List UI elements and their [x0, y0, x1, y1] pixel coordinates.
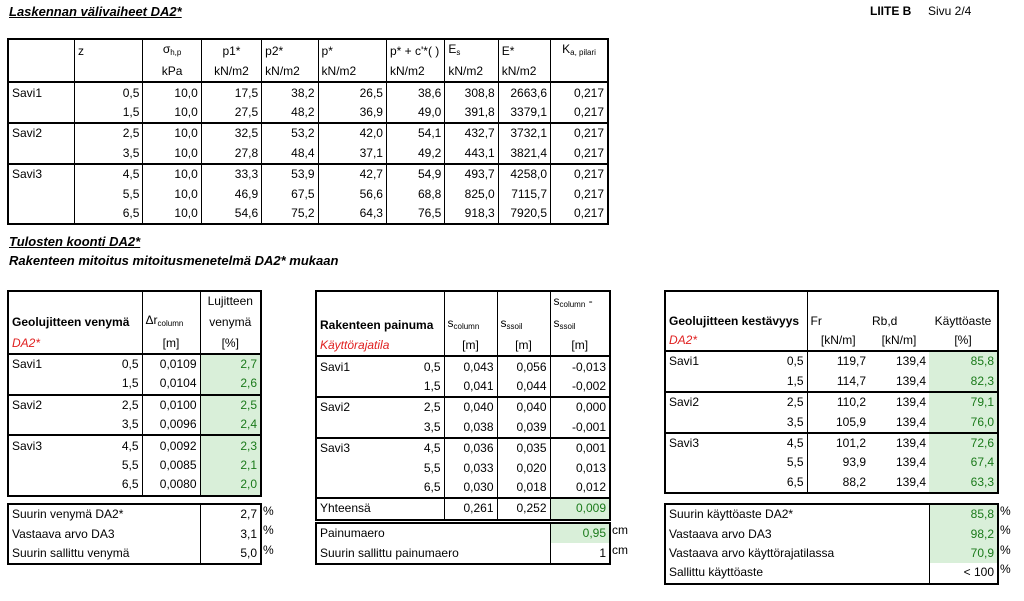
unit-pct-2: %: [263, 523, 274, 537]
table-cell: 0,038: [444, 418, 497, 438]
table-cell: 0,5: [121, 356, 139, 371]
unit-ka-1: %: [1000, 504, 1011, 518]
layer-name: Savi2: [320, 400, 351, 415]
table-cell: 1,5: [121, 376, 139, 391]
table-cell: 0,040: [497, 397, 550, 417]
elongation-table: [7, 290, 262, 497]
settlement-title: Rakenteen painuma: [320, 317, 434, 332]
layer-name: Savi1: [320, 359, 351, 374]
table4-body: [665, 351, 998, 493]
summary-row: [665, 524, 998, 543]
table-cell: 0,0096: [142, 415, 200, 435]
table-cell: 49,2: [386, 144, 444, 164]
layer-name: [316, 458, 404, 477]
total-label: Yhteensä: [320, 501, 371, 516]
layer-name: Savi3: [320, 441, 351, 456]
summary-label: Vastaava arvo käyttörajatilassa: [669, 545, 835, 560]
layer-name: [8, 144, 74, 164]
table-cell: 5,5: [121, 457, 139, 472]
table-cell: 0,217: [551, 103, 608, 123]
table-cell: 72,6: [929, 433, 998, 453]
table-cell: 2,6: [200, 374, 261, 394]
table-cell: 49,0: [386, 103, 444, 123]
summary-value: 5,0: [200, 544, 261, 564]
table-cell: 918,3: [445, 204, 498, 224]
total-ss: 0,252: [497, 498, 550, 519]
table-cell: 27,5: [201, 103, 261, 123]
table-row: [316, 478, 610, 498]
elongation-summary: [7, 503, 262, 565]
table-cell: 0,0092: [142, 435, 200, 455]
summary-row: [8, 544, 261, 564]
total-sc: 0,261: [444, 498, 497, 519]
table-cell: 432,7: [445, 123, 498, 143]
capacity-table: [664, 290, 999, 494]
table-cell: 67,5: [262, 184, 318, 203]
table-row: [8, 82, 608, 102]
table-row: [316, 377, 610, 397]
table-cell: 3,5: [74, 144, 142, 164]
layer-name: [8, 456, 94, 475]
layer-name: [316, 377, 404, 397]
table-cell: -0,001: [550, 418, 610, 438]
table-cell: 46,9: [201, 184, 261, 203]
unit-p1: kN/m2: [201, 62, 261, 82]
table-cell: 0,044: [497, 377, 550, 397]
table-cell: 17,5: [201, 82, 261, 102]
table-cell: 0,217: [551, 123, 608, 143]
table-cell: 5,5: [786, 455, 804, 470]
table-cell: 114,7: [807, 372, 869, 392]
total-diff: 0,009: [550, 498, 610, 519]
table-cell: 0,0085: [142, 456, 200, 475]
table-cell: 0,0109: [142, 354, 200, 374]
table-cell: 6,5: [786, 474, 804, 489]
table-cell: 0,012: [550, 478, 610, 498]
table-cell: 48,4: [262, 144, 318, 164]
table-cell: 2,5: [74, 123, 142, 143]
layer-name: [665, 372, 767, 392]
table-cell: 53,9: [262, 164, 318, 184]
table-cell: 82,3: [929, 372, 998, 392]
unit-ka-2: %: [1000, 523, 1011, 537]
summary-row: [8, 524, 261, 543]
col-diff-2: $s_{ssoil}$: [550, 314, 610, 336]
unit-ka-4: %: [1000, 562, 1011, 576]
table1-body: [8, 82, 608, 224]
table-cell: 2663,6: [498, 82, 550, 102]
table1-header-row1: [8, 39, 608, 62]
settlement-subtitle: Käyttörajatila: [320, 338, 390, 353]
table-row: [8, 144, 608, 164]
allowed-settlement-label: Suurin sallittu painumaero: [320, 545, 459, 560]
summary-row: [8, 504, 261, 524]
unit-es: kN/m2: [445, 62, 498, 82]
layer-name: Savi3: [12, 167, 43, 182]
table-cell: 26,5: [318, 82, 386, 102]
table-row: [665, 351, 998, 371]
table-cell: 0,035: [497, 438, 550, 458]
table-row: [8, 204, 608, 224]
table-cell: 0,5: [74, 82, 142, 102]
table-cell: 10,0: [143, 144, 201, 164]
summary-label: Sallittu käyttöaste: [669, 565, 764, 580]
unit-rbd: [kN/m]: [881, 332, 917, 347]
table-cell: 139,4: [895, 395, 926, 410]
results-subtitle: Rakenteen mitoitus mitoitusmenetelmä DA2* mukaan: [9, 253, 339, 268]
table-cell: 110,2: [807, 392, 869, 412]
summary-label: Suurin käyttöaste DA2*: [669, 507, 794, 522]
table-cell: 85,8: [929, 351, 998, 371]
table-cell: 7920,5: [498, 204, 550, 224]
unit-pct-1: %: [263, 504, 274, 518]
table-cell: 6,5: [423, 479, 441, 494]
layer-name: [8, 103, 74, 123]
table-row: [316, 438, 610, 458]
unit-dr: [m]: [142, 333, 200, 353]
table-row: [316, 418, 610, 438]
table2-body: [8, 354, 261, 496]
table-row: [665, 453, 998, 472]
table-cell: 3,5: [423, 419, 441, 434]
layer-name: [665, 473, 767, 493]
table-row: [8, 103, 608, 123]
table-cell: 93,9: [807, 453, 869, 472]
layer-name: [665, 453, 767, 472]
table-cell: -0,013: [550, 356, 610, 376]
col-es: $E_s$: [445, 39, 498, 62]
capacity-subtitle: DA2*: [669, 332, 698, 347]
layer-name: [665, 412, 767, 432]
table-row: [316, 356, 610, 376]
table-cell: 75,2: [262, 204, 318, 224]
table-cell: 139,4: [895, 414, 926, 429]
layer-name: Savi3: [12, 438, 43, 453]
summary-label: Suurin sallittu venymä: [12, 545, 130, 560]
summary-value: < 100: [929, 563, 998, 583]
summary-value: 98,2: [929, 524, 998, 543]
table-cell: 10,0: [143, 123, 201, 143]
layer-name: Savi2: [669, 395, 700, 410]
table-cell: 6,5: [121, 477, 139, 492]
layer-name: [8, 415, 94, 435]
summary-value: 3,1: [200, 524, 261, 543]
table-cell: 54,9: [386, 164, 444, 184]
col-p2: p2*: [262, 39, 318, 62]
table-cell: 2,3: [200, 435, 261, 455]
table-cell: 0,0080: [142, 475, 200, 495]
table-cell: 32,5: [201, 123, 261, 143]
col-dr: $\Delta r_{column}$: [142, 311, 200, 333]
settlement-table: [315, 290, 611, 521]
table-cell: 4,5: [121, 438, 139, 453]
table-cell: 825,0: [445, 184, 498, 203]
col-kayttoaste: Käyttöaste: [934, 313, 992, 328]
table-cell: 308,8: [445, 82, 498, 102]
settlement-total-row: [316, 498, 610, 519]
table-cell: 54,1: [386, 123, 444, 143]
table-cell: 0,018: [497, 478, 550, 498]
painumaero-value: 0,95: [550, 523, 610, 543]
summary-row: [665, 504, 998, 524]
unit-pct-3: %: [263, 543, 274, 557]
table-cell: 0,5: [786, 354, 804, 369]
table-cell: 7115,7: [498, 184, 550, 203]
table-cell: 5,5: [423, 460, 441, 475]
layer-name: Savi2: [12, 397, 43, 412]
table-row: [8, 123, 608, 143]
table-cell: 139,4: [895, 373, 926, 388]
table-cell: 53,2: [262, 123, 318, 143]
layer-name: Savi3: [669, 435, 700, 450]
table-cell: 38,2: [262, 82, 318, 102]
table-cell: 10,0: [143, 164, 201, 184]
table-cell: 2,5: [200, 395, 261, 415]
unit-fr: [kN/m]: [807, 331, 869, 351]
table-cell: 64,3: [318, 204, 386, 224]
table-row: [665, 392, 998, 412]
col-e: E*: [498, 39, 550, 62]
col-sigma: $\sigma_{h,p}$: [143, 39, 201, 62]
unit-luj: [%]: [200, 333, 261, 353]
table-cell: 119,7: [807, 351, 869, 371]
table-cell: 36,9: [318, 103, 386, 123]
unit-cm-2: cm: [612, 543, 628, 557]
table-cell: 493,7: [445, 164, 498, 184]
unit-m-3: [m]: [550, 336, 610, 356]
table-row: [316, 458, 610, 477]
col-ka: $K_{a, pilari}$: [551, 39, 608, 62]
table3-body: [316, 356, 610, 498]
unit-kpa: kPa: [143, 62, 201, 82]
unit-ka-3: %: [1000, 543, 1011, 557]
summary-row: [665, 544, 998, 563]
table-cell: 3732,1: [498, 123, 550, 143]
table-cell: 10,0: [143, 184, 201, 203]
elongation-subtitle: DA2*: [12, 335, 41, 350]
layer-name: [8, 475, 94, 495]
table-cell: 79,1: [929, 392, 998, 412]
table-cell: 2,7: [200, 354, 261, 374]
table-row: [8, 475, 261, 495]
table1-header-row2: [8, 62, 608, 82]
table-cell: 3379,1: [498, 103, 550, 123]
col-rbd: Rb,d: [872, 313, 898, 328]
painumaero-label: Painumaero: [320, 526, 385, 541]
table-cell: 0,217: [551, 204, 608, 224]
table-cell: 67,4: [929, 453, 998, 472]
table-cell: 5,5: [74, 184, 142, 203]
table-row: [8, 456, 261, 475]
table-cell: 33,3: [201, 164, 261, 184]
capacity-title: Geolujitteen kestävyys: [669, 313, 800, 328]
table-cell: 2,1: [200, 456, 261, 475]
col-luj-2: venymä: [200, 311, 261, 333]
col-ss: $s_{ssoil}$: [497, 314, 550, 336]
table-cell: 0,000: [550, 397, 610, 417]
page-title: Laskennan välivaiheet DA2*: [9, 4, 182, 19]
col-sc: $s_{column}$: [444, 314, 497, 336]
unit-ka: [%]: [954, 332, 972, 347]
table-cell: 38,6: [386, 82, 444, 102]
page-number: Sivu 2/4: [928, 4, 972, 18]
table-cell: 2,5: [423, 400, 441, 415]
table-row: [8, 415, 261, 435]
table-cell: 4,5: [423, 441, 441, 456]
col-fr: Fr: [807, 311, 869, 330]
layer-name: Savi1: [12, 356, 43, 371]
summary-value: 70,9: [929, 544, 998, 563]
table-cell: 391,8: [445, 103, 498, 123]
layer-name: [316, 418, 404, 438]
unit-m-1: [m]: [444, 336, 497, 356]
capacity-summary: [664, 503, 999, 585]
table-cell: 10,0: [143, 103, 201, 123]
table-cell: 0,020: [497, 458, 550, 477]
col-p1: p1*: [201, 39, 261, 62]
table-cell: 0,217: [551, 82, 608, 102]
unit-pc: kN/m2: [386, 62, 444, 82]
table-cell: 0,5: [423, 359, 441, 374]
table-cell: 4258,0: [498, 164, 550, 184]
table-row: [8, 374, 261, 394]
table-cell: 27,8: [201, 144, 261, 164]
table-cell: 0,039: [497, 418, 550, 438]
unit-e: kN/m2: [498, 62, 550, 82]
table-cell: 6,5: [74, 204, 142, 224]
table-cell: 68,8: [386, 184, 444, 203]
col-z: z: [74, 39, 142, 62]
settlement-summary: [315, 522, 611, 565]
table-cell: 48,2: [262, 103, 318, 123]
table-row: [8, 354, 261, 374]
table-cell: 139,4: [895, 435, 926, 450]
elongation-title: Geolujitteen venymä: [12, 314, 130, 329]
layer-name: Savi2: [12, 126, 43, 141]
table-cell: 0,040: [444, 397, 497, 417]
table-cell: 0,041: [444, 377, 497, 397]
table-row: [665, 412, 998, 432]
summary-value: 85,8: [929, 504, 998, 524]
table-cell: 0,217: [551, 144, 608, 164]
table-cell: 105,9: [807, 412, 869, 432]
table-row: [8, 435, 261, 455]
table-cell: 0,217: [551, 164, 608, 184]
table-cell: 0,0100: [142, 395, 200, 415]
layer-name: Savi1: [12, 85, 43, 100]
table-cell: 0,033: [444, 458, 497, 477]
table-cell: 0,0104: [142, 374, 200, 394]
col-p: p*: [318, 39, 386, 62]
table-cell: 0,043: [444, 356, 497, 376]
table-cell: 4,5: [786, 435, 804, 450]
table-cell: 3,5: [121, 417, 139, 432]
unit-cm-1: cm: [612, 523, 628, 537]
layer-name: Savi1: [669, 354, 700, 369]
table-cell: 76,0: [929, 412, 998, 432]
table-cell: 42,7: [318, 164, 386, 184]
table-cell: 3,5: [786, 414, 804, 429]
layer-name: [8, 374, 94, 394]
table-cell: 63,3: [929, 473, 998, 493]
layer-name: [316, 478, 404, 498]
table-cell: 76,5: [386, 204, 444, 224]
table-cell: 10,0: [143, 82, 201, 102]
allowed-settlement-value: 1: [550, 543, 610, 563]
table-cell: 101,2: [807, 433, 869, 453]
table-cell: 2,4: [200, 415, 261, 435]
table-cell: 10,0: [143, 204, 201, 224]
layer-name: [8, 184, 74, 203]
results-title: Tulosten koonti DA2*: [9, 234, 141, 249]
summary-label: Vastaava arvo DA3: [669, 526, 772, 541]
table-row: [8, 164, 608, 184]
unit-p: kN/m2: [318, 62, 386, 82]
col-pc: p* + c'*( ): [386, 39, 444, 62]
table-cell: 42,0: [318, 123, 386, 143]
table-cell: 56,6: [318, 184, 386, 203]
summary-row: [665, 563, 998, 583]
table-cell: 0,056: [497, 356, 550, 376]
table-cell: -0,002: [550, 377, 610, 397]
table-cell: 139,4: [895, 455, 926, 470]
col-luj-1: Lujitteen: [200, 291, 261, 311]
summary-label: Suurin venymä DA2*: [12, 507, 124, 522]
table-cell: 1,5: [786, 373, 804, 388]
table-row: [8, 395, 261, 415]
summary-label: Vastaava arvo DA3: [12, 526, 115, 541]
summary-value: 2,7: [200, 504, 261, 524]
table-cell: 0,013: [550, 458, 610, 477]
table-row: [665, 372, 998, 392]
table-cell: 0,217: [551, 184, 608, 203]
layer-name: [8, 204, 74, 224]
table-row: [665, 433, 998, 453]
table-cell: 54,6: [201, 204, 261, 224]
table-cell: 2,5: [121, 397, 139, 412]
table-cell: 88,2: [807, 473, 869, 493]
intermediate-table: [7, 38, 609, 225]
table-cell: 0,036: [444, 438, 497, 458]
table-cell: 0,001: [550, 438, 610, 458]
table-cell: 139,4: [895, 474, 926, 489]
table-cell: 1,5: [423, 378, 441, 393]
table-cell: 2,0: [200, 475, 261, 495]
table-row: [316, 397, 610, 417]
unit-m-2: [m]: [497, 336, 550, 356]
table-cell: 37,1: [318, 144, 386, 164]
table-row: [8, 184, 608, 203]
appendix-label: LIITE B: [870, 4, 912, 18]
table-cell: 0,030: [444, 478, 497, 498]
table-cell: 1,5: [74, 103, 142, 123]
col-diff-1: $s_{column}$ -: [550, 291, 610, 314]
table-cell: 139,4: [895, 354, 926, 369]
table-cell: 3821,4: [498, 144, 550, 164]
table-row: [665, 473, 998, 493]
unit-p2: kN/m2: [262, 62, 318, 82]
table-cell: 443,1: [445, 144, 498, 164]
table-cell: 2,5: [786, 395, 804, 410]
table-cell: 4,5: [74, 164, 142, 184]
